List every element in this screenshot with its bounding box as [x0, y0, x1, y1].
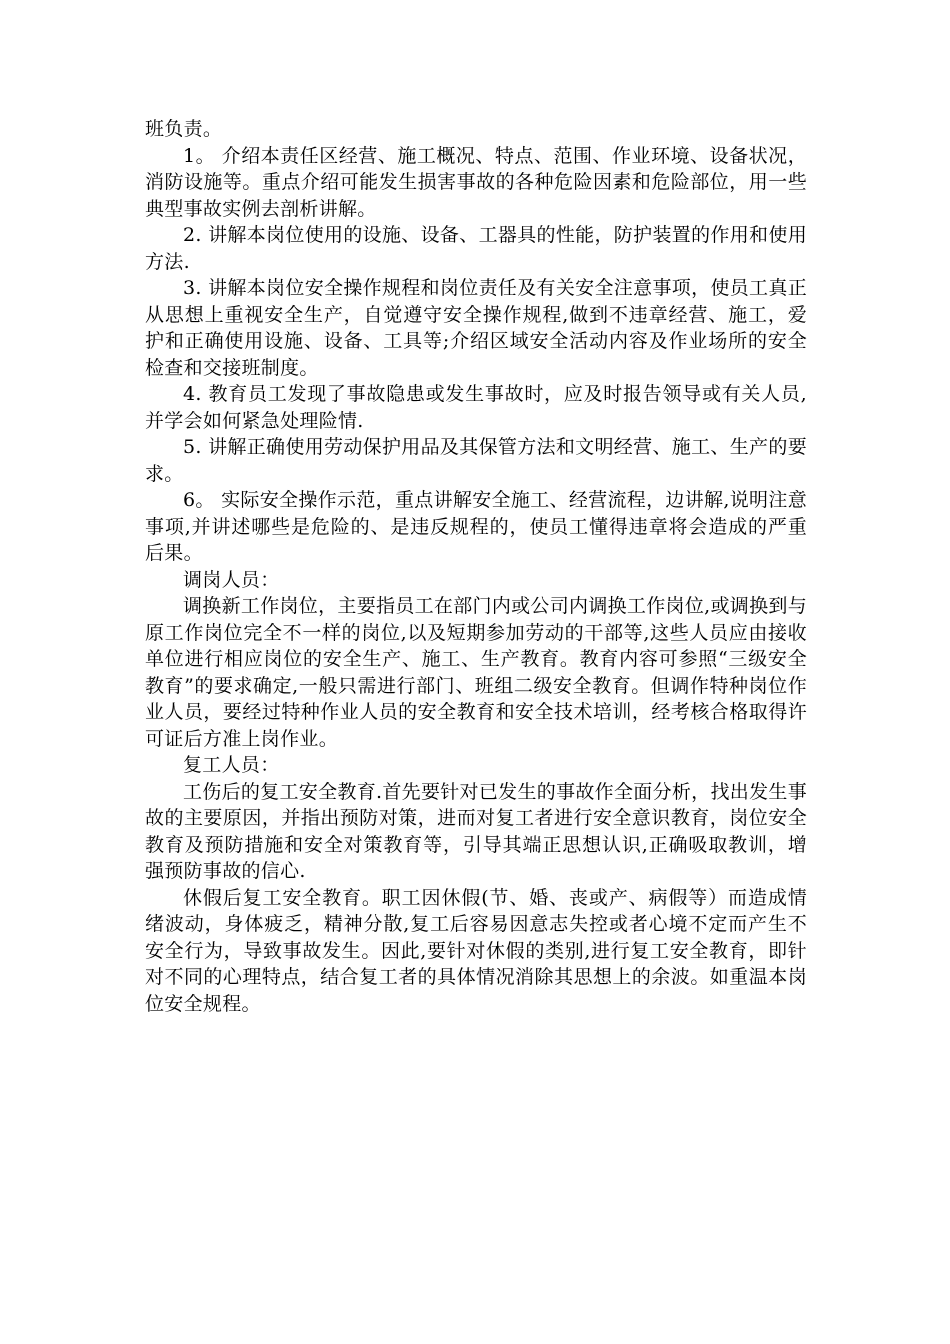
paragraph-item-1: 1。 介绍本责任区经营、施工概况、特点、范围、作业环境、设备状况，消防设施等。重点介绍可能发生损害事故的各种危险因素和危险部位，用一些典型事故实例去剖析讲解。: [145, 144, 807, 220]
paragraph-transfer-staff: 调换新工作岗位，主要指员工在部门内或公司内调换工作岗位,或调换到与原工作岗位完全不一样的岗位,以及短期参加劳动的干部等,这些人员应由接收单位进行相应岗位的安全生产、施工、生产教育。教育内容可参照“三级安全教育”的要求确定,一般只需进行部门、班组二级安全教育。但调作特种岗位作业人员，要经过特种作业人员的安全教育和安全技术培训，经考核合格取得许可证后方准上岗作业。: [145, 595, 807, 750]
paragraph-continuation: 班负责。: [145, 118, 223, 140]
paragraph-injury-return: 工伤后的复工安全教育.首先要针对已发生的事故作全面分析，找出发生事故的主要原因，并指出预防对策，进而对复工者进行安全意识教育，岗位安全教育及预防措施和安全对策教育等，引导其端正思想认识,正确吸取教训，增强预防事故的信心.: [145, 780, 807, 882]
section-heading-transfer-staff: 调岗人员：: [183, 568, 280, 591]
section-heading-return-staff: 复工人员：: [183, 754, 280, 776]
paragraph-leave-return: 休假后复工安全教育。职工因休假(节、婚、丧或产、病假等）而造成情绪波动，身体疲乏，精神分散,复工后容易因意志失控或者心境不定而产生不安全行为，导致事故发生。因此,要针对休假的类别,进行复工安全教育，即针对不同的心理特点，结合复工者的具体情况消除其思想上的余波。如重温本岗位安全规程。: [145, 886, 807, 1015]
document-body: [145, 116, 807, 1017]
paragraph-item-2: 2. 讲解本岗位使用的设施、设备、工器具的性能，防护装置的作用和使用方法.: [145, 224, 807, 273]
paragraph-item-3: 3. 讲解本岗位安全操作规程和岗位责任及有关安全注意事项，使员工真正从思想上重视安全生产，自觉遵守安全操作规程,做到不违章经营、施工，爱护和正确使用设施、设备、工具等;介绍区域安全活动内容及作业场所的安全检查和交接班制度。: [145, 277, 807, 379]
paragraph-item-4: 4. 教育员工发现了事故隐患或发生事故时，应及时报告领导或有关人员,并学会如何紧急处理险情.: [145, 383, 807, 432]
paragraph-item-5: 5. 讲解正确使用劳动保护用品及其保管方法和文明经营、施工、生产的要求。: [145, 436, 807, 485]
paragraph-item-6: 6。 实际安全操作示范，重点讲解安全施工、经营流程，边讲解,说明注意事项,并讲述哪些是危险的、是违反规程的，使员工懂得违章将会造成的严重后果。: [145, 489, 807, 564]
